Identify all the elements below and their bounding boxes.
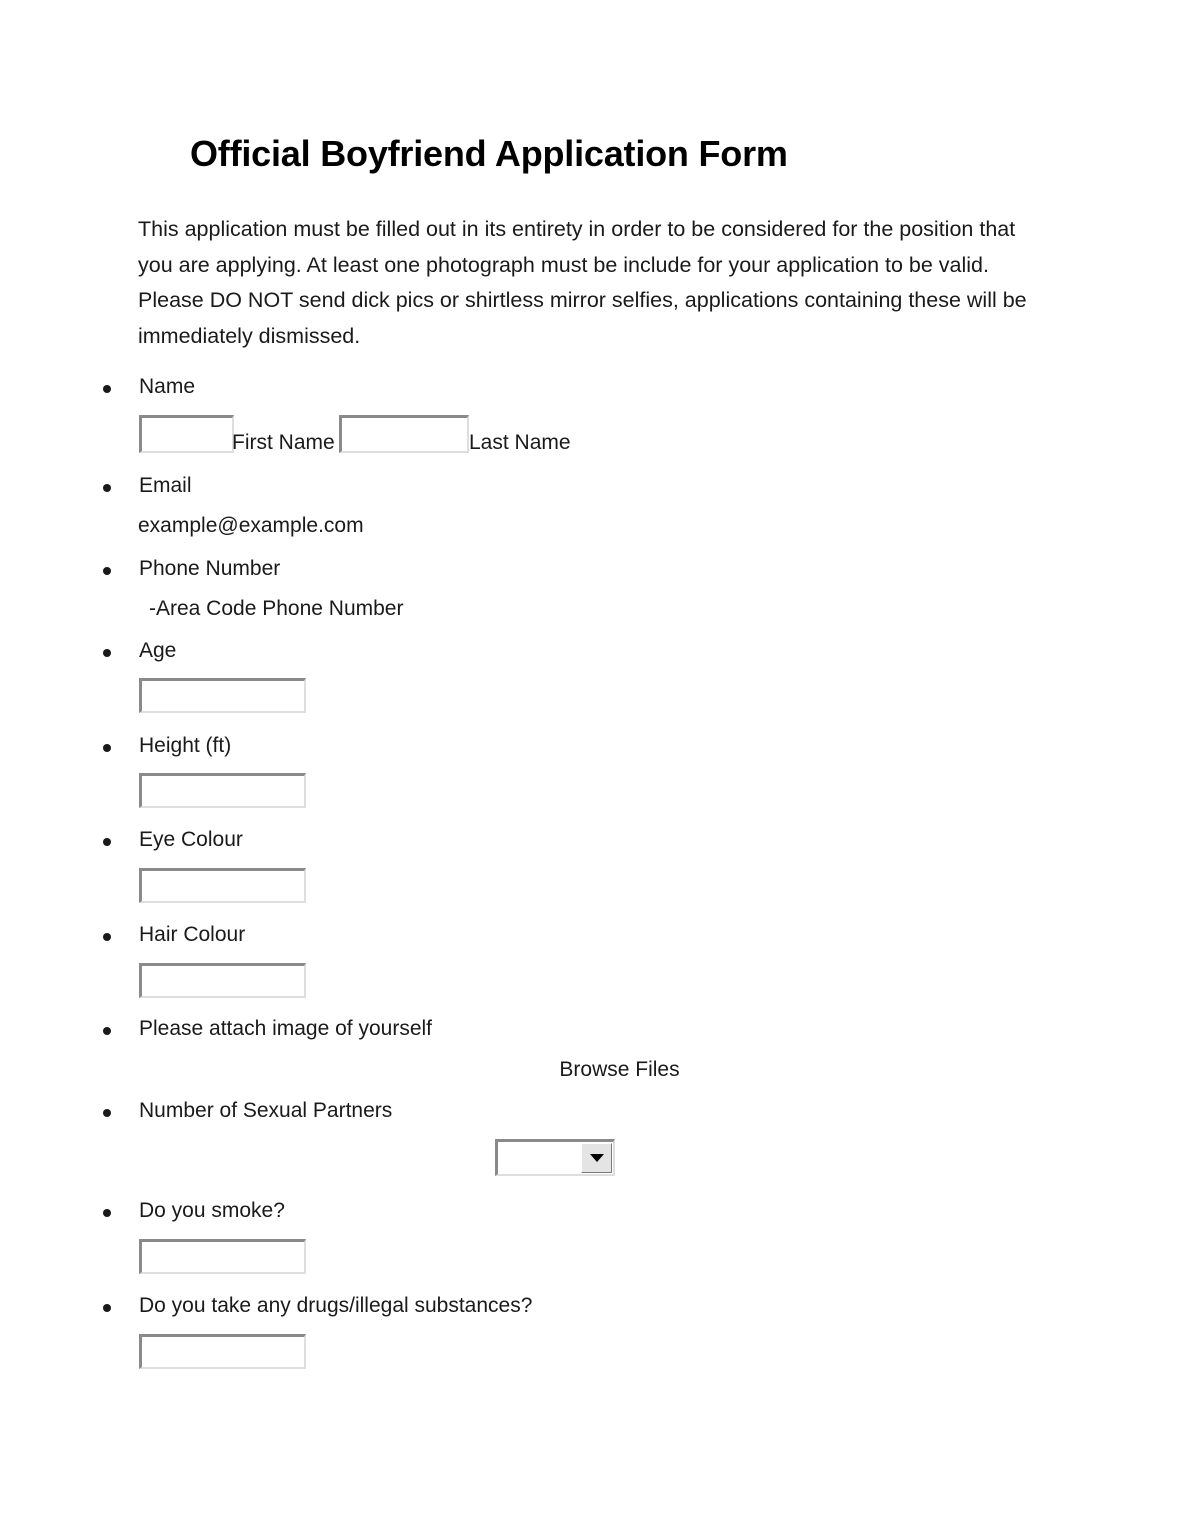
question-hair-colour bbox=[0, 921, 1187, 961]
browse-files-button[interactable] bbox=[0, 1056, 1187, 1084]
question-label-drugs: Do you take any drugs/illegal substances? bbox=[139, 1294, 533, 1317]
question-label-hair-colour: Hair Colour bbox=[139, 923, 246, 946]
browse-files-label: Browse Files bbox=[559, 1058, 680, 1081]
name-row bbox=[0, 413, 1187, 461]
question-name bbox=[0, 373, 1187, 413]
question-label-email: Email bbox=[139, 474, 192, 497]
question-label-height: Height (ft) bbox=[139, 734, 232, 757]
question-sexual-partners bbox=[0, 1097, 1187, 1137]
drugs-input[interactable] bbox=[139, 1334, 306, 1369]
age-input[interactable] bbox=[139, 678, 306, 713]
eye-colour-input[interactable] bbox=[139, 868, 306, 903]
list-bullet-icon bbox=[103, 1209, 111, 1217]
sexual-partners-dropdown-value bbox=[498, 1142, 581, 1174]
list-bullet-icon bbox=[103, 838, 111, 846]
email-value[interactable]: example@example.com bbox=[138, 514, 364, 537]
question-label-eye-colour: Eye Colour bbox=[139, 828, 243, 851]
chevron-down-icon bbox=[590, 1154, 604, 1162]
question-email bbox=[0, 472, 1187, 512]
intro-paragraph: This application must be filled out in its entirety in order to be considered for the position that you are applying. At least one photograph must be include for your application to be valid. Please DO NOT send dick pics or shirtless mirror selfies, applications containing these will be immediately dismissed. bbox=[138, 217, 1027, 348]
list-bullet-icon bbox=[103, 1109, 111, 1117]
list-bullet-icon bbox=[103, 933, 111, 941]
first-name-input[interactable] bbox=[139, 415, 234, 453]
smoke-input[interactable] bbox=[139, 1239, 306, 1274]
question-smoke bbox=[0, 1197, 1187, 1237]
first-name-caption: First Name bbox=[232, 431, 335, 454]
phone-value[interactable]: -Area Code Phone Number bbox=[149, 597, 404, 620]
question-label-attach-image: Please attach image of yourself bbox=[139, 1017, 432, 1040]
list-bullet-icon bbox=[103, 649, 111, 657]
page-title: Official Boyfriend Application Form bbox=[190, 133, 788, 174]
list-bullet-icon bbox=[103, 744, 111, 752]
list-bullet-icon bbox=[103, 1027, 111, 1035]
sexual-partners-dropdown[interactable] bbox=[495, 1139, 615, 1176]
question-age bbox=[0, 637, 1187, 677]
list-bullet-icon bbox=[103, 385, 111, 393]
question-label-sexual-partners: Number of Sexual Partners bbox=[139, 1099, 393, 1122]
list-bullet-icon bbox=[103, 567, 111, 575]
question-label-name: Name bbox=[139, 375, 196, 398]
question-eye-colour bbox=[0, 826, 1187, 866]
height-input[interactable] bbox=[139, 773, 306, 808]
question-phone bbox=[0, 555, 1187, 595]
question-label-age: Age bbox=[139, 639, 177, 662]
last-name-caption: Last Name bbox=[469, 431, 571, 454]
question-label-smoke: Do you smoke? bbox=[139, 1199, 285, 1222]
list-bullet-icon bbox=[103, 484, 111, 492]
question-drugs bbox=[0, 1292, 1187, 1332]
hair-colour-input[interactable] bbox=[139, 963, 306, 998]
question-attach-image bbox=[0, 1015, 1187, 1055]
last-name-input[interactable] bbox=[339, 415, 469, 453]
list-bullet-icon bbox=[103, 1304, 111, 1312]
question-height bbox=[0, 732, 1187, 772]
question-label-phone: Phone Number bbox=[139, 557, 281, 580]
dropdown-toggle-button[interactable] bbox=[581, 1143, 612, 1173]
